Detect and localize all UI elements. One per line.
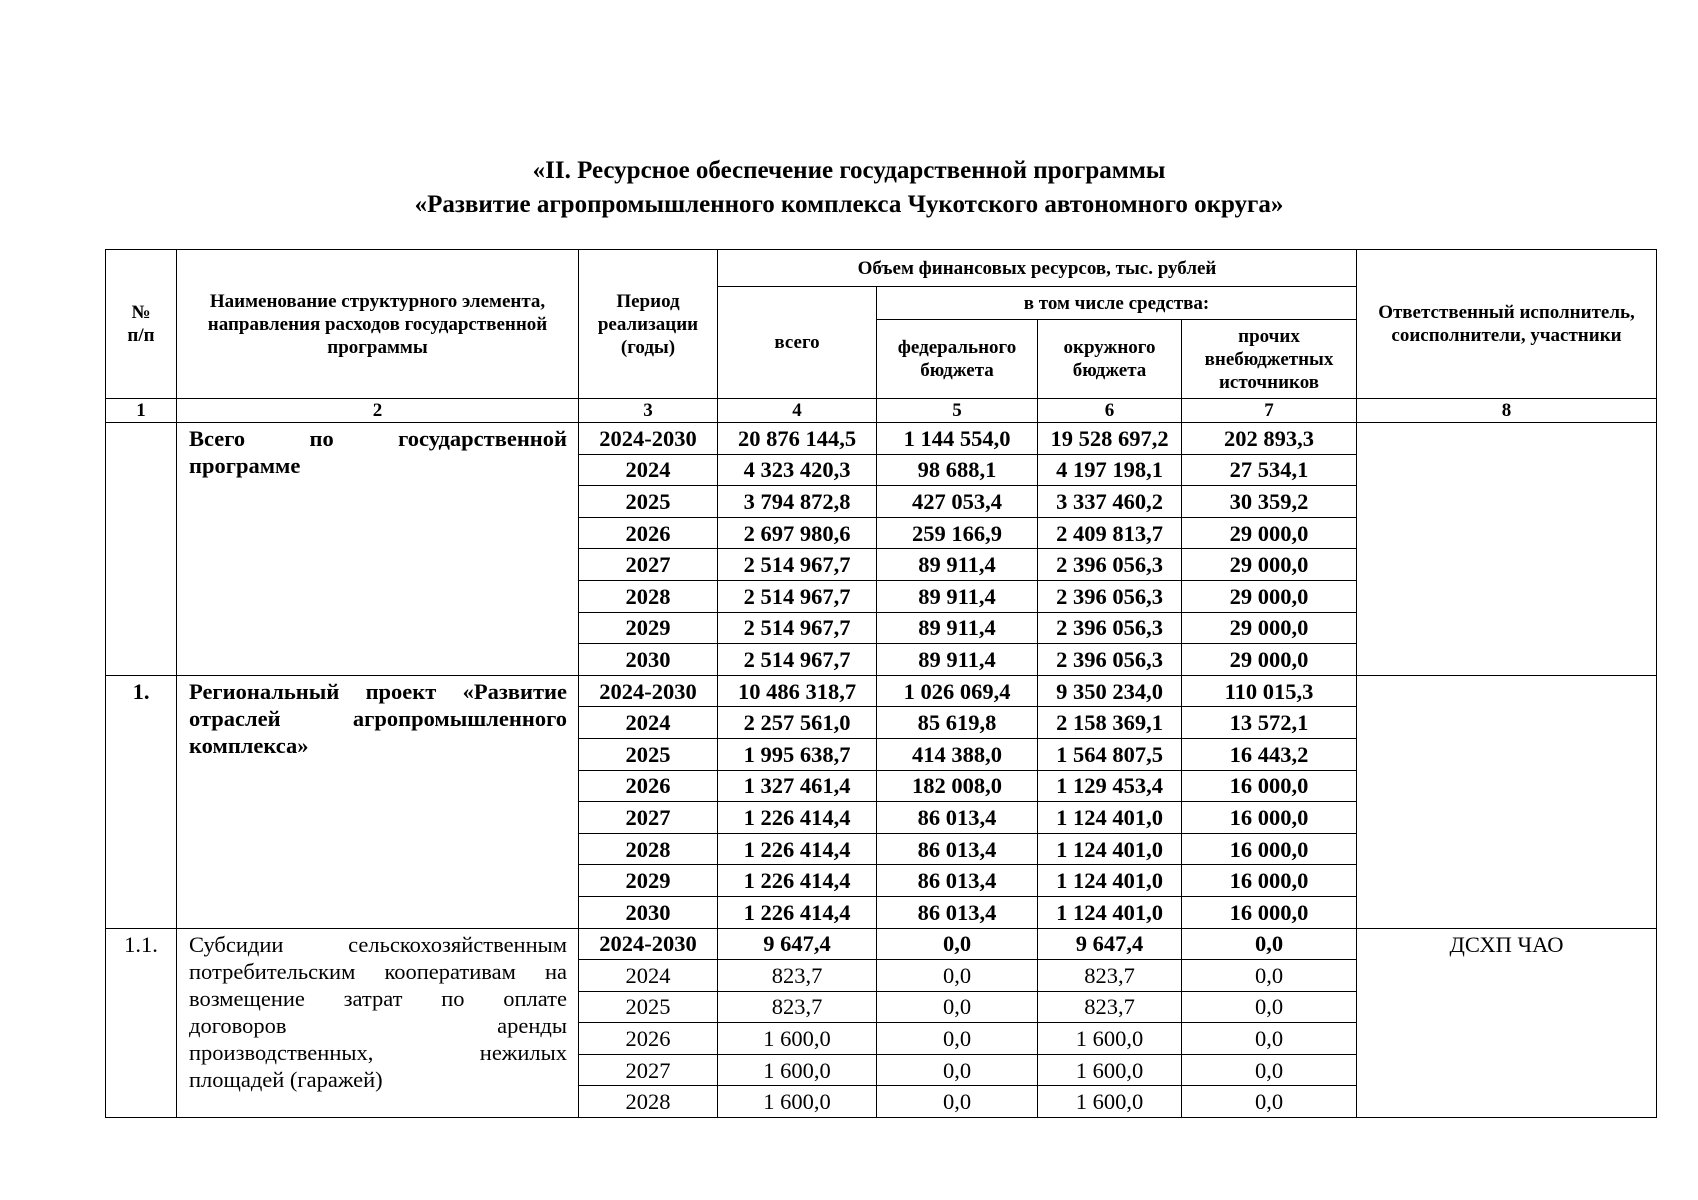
row-number: 1. — [106, 675, 177, 928]
district-cell: 823,7 — [1038, 960, 1182, 992]
other-cell: 29 000,0 — [1182, 517, 1357, 549]
total-cell: 3 794 872,8 — [718, 486, 877, 518]
district-cell: 1 600,0 — [1038, 1086, 1182, 1118]
federal-cell: 1 026 069,4 — [877, 675, 1038, 707]
other-cell: 16 000,0 — [1182, 770, 1357, 802]
other-cell: 110 015,3 — [1182, 675, 1357, 707]
other-cell: 29 000,0 — [1182, 549, 1357, 581]
district-cell: 2 396 056,3 — [1038, 549, 1182, 581]
district-cell: 9 647,4 — [1038, 928, 1182, 960]
period-cell: 2025 — [579, 991, 718, 1023]
district-cell: 2 158 369,1 — [1038, 707, 1182, 739]
district-cell: 1 124 401,0 — [1038, 802, 1182, 834]
district-cell: 1 129 453,4 — [1038, 770, 1182, 802]
table-row — [106, 423, 1657, 455]
other-cell: 29 000,0 — [1182, 612, 1357, 644]
responsible-executor: ДСХП ЧАО — [1357, 928, 1657, 1118]
federal-cell: 89 911,4 — [877, 612, 1038, 644]
federal-cell: 259 166,9 — [877, 517, 1038, 549]
total-cell: 2 514 967,7 — [718, 612, 877, 644]
other-cell: 16 000,0 — [1182, 865, 1357, 897]
district-cell: 2 396 056,3 — [1038, 580, 1182, 612]
district-cell: 2 396 056,3 — [1038, 644, 1182, 676]
name-line: Региональный проект «Развитие — [189, 678, 567, 704]
federal-cell: 86 013,4 — [877, 896, 1038, 928]
total-cell: 20 876 144,5 — [718, 423, 877, 455]
total-cell: 2 514 967,7 — [718, 549, 877, 581]
total-cell: 823,7 — [718, 991, 877, 1023]
period-cell: 2024 — [579, 707, 718, 739]
period-cell: 2024-2030 — [579, 928, 718, 960]
column-number: 4 — [718, 399, 877, 423]
period-cell: 2030 — [579, 896, 718, 928]
name-line: комплекса» — [189, 732, 309, 758]
other-cell: 202 893,3 — [1182, 423, 1357, 455]
district-cell: 9 350 234,0 — [1038, 675, 1182, 707]
column-number: 3 — [579, 399, 718, 423]
row-number — [106, 423, 177, 676]
column-numbers-row — [106, 399, 1657, 423]
total-cell: 1 226 414,4 — [718, 802, 877, 834]
federal-cell: 0,0 — [877, 1054, 1038, 1086]
district-cell: 1 600,0 — [1038, 1023, 1182, 1055]
district-cell: 2 409 813,7 — [1038, 517, 1182, 549]
other-cell: 0,0 — [1182, 1086, 1357, 1118]
total-cell: 1 600,0 — [718, 1054, 877, 1086]
federal-cell: 414 388,0 — [877, 738, 1038, 770]
header-federal: федерального бюджета — [877, 320, 1038, 399]
federal-cell: 1 144 554,0 — [877, 423, 1038, 455]
other-cell: 29 000,0 — [1182, 580, 1357, 612]
document-title-line-1: «II. Ресурсное обеспечение государственной программы — [532, 157, 1166, 184]
name-line: потребительским кооперативам на — [189, 958, 567, 984]
header-district: окружного бюджета — [1038, 320, 1182, 399]
period-cell: 2026 — [579, 770, 718, 802]
period-cell: 2029 — [579, 865, 718, 897]
period-cell: 2025 — [579, 738, 718, 770]
total-cell: 1 226 414,4 — [718, 833, 877, 865]
other-cell: 0,0 — [1182, 1023, 1357, 1055]
name-line: договоров аренды — [189, 1012, 567, 1038]
column-number: 6 — [1038, 399, 1182, 423]
federal-cell: 86 013,4 — [877, 802, 1038, 834]
period-cell: 2024 — [579, 454, 718, 486]
federal-cell: 89 911,4 — [877, 644, 1038, 676]
other-cell: 16 000,0 — [1182, 833, 1357, 865]
row-number: 1.1. — [106, 928, 177, 1118]
period-cell: 2027 — [579, 549, 718, 581]
district-cell: 19 528 697,2 — [1038, 423, 1182, 455]
other-cell: 16 443,2 — [1182, 738, 1357, 770]
header-name: Наименование структурного элемента, направления расходов государственной программы — [177, 250, 579, 399]
district-cell: 1 124 401,0 — [1038, 896, 1182, 928]
federal-cell: 0,0 — [877, 928, 1038, 960]
period-cell: 2024 — [579, 960, 718, 992]
column-number: 1 — [106, 399, 177, 423]
other-cell: 27 534,1 — [1182, 454, 1357, 486]
period-cell: 2026 — [579, 1023, 718, 1055]
total-cell: 10 486 318,7 — [718, 675, 877, 707]
total-cell: 1 327 461,4 — [718, 770, 877, 802]
responsible-executor — [1357, 423, 1657, 676]
header-volume: Объем финансовых ресурсов, тыс. рублей — [718, 250, 1357, 287]
district-cell: 4 197 198,1 — [1038, 454, 1182, 486]
table-row — [106, 928, 1657, 960]
table-row — [106, 675, 1657, 707]
total-cell: 2 514 967,7 — [718, 580, 877, 612]
total-cell: 1 600,0 — [718, 1086, 877, 1118]
name-line: Субсидии сельскохозяйственным — [189, 931, 567, 957]
structural-element-name — [177, 928, 579, 1118]
column-number: 5 — [877, 399, 1038, 423]
period-cell: 2025 — [579, 486, 718, 518]
header-no: № п/п — [106, 250, 177, 399]
structural-element-name — [177, 675, 579, 928]
total-cell: 2 514 967,7 — [718, 644, 877, 676]
other-cell: 29 000,0 — [1182, 644, 1357, 676]
period-cell: 2028 — [579, 580, 718, 612]
total-cell: 2 257 561,0 — [718, 707, 877, 739]
document-title-line-2: «Развитие агропромышленного комплекса Чукотского автономного округа» — [414, 191, 1284, 218]
total-cell: 1 226 414,4 — [718, 896, 877, 928]
name-line: отраслей агропромышленного — [189, 705, 567, 731]
federal-cell: 85 619,8 — [877, 707, 1038, 739]
federal-cell: 0,0 — [877, 1023, 1038, 1055]
other-cell: 0,0 — [1182, 991, 1357, 1023]
period-cell: 2030 — [579, 644, 718, 676]
district-cell: 1 124 401,0 — [1038, 865, 1182, 897]
header-period: Период реализации (годы) — [579, 250, 718, 399]
federal-cell: 0,0 — [877, 991, 1038, 1023]
other-cell: 0,0 — [1182, 1054, 1357, 1086]
other-cell: 0,0 — [1182, 928, 1357, 960]
name-line: Всего по государственной — [189, 426, 567, 451]
header-including: в том числе средства: — [877, 287, 1357, 320]
other-cell: 16 000,0 — [1182, 896, 1357, 928]
total-cell: 1 600,0 — [718, 1023, 877, 1055]
total-cell: 823,7 — [718, 960, 877, 992]
district-cell: 1 600,0 — [1038, 1054, 1182, 1086]
other-cell: 30 359,2 — [1182, 486, 1357, 518]
period-cell: 2024-2030 — [579, 675, 718, 707]
federal-cell: 89 911,4 — [877, 580, 1038, 612]
resource-table — [105, 249, 1657, 1118]
name-line: программе — [189, 453, 301, 478]
district-cell: 2 396 056,3 — [1038, 612, 1182, 644]
other-cell: 0,0 — [1182, 960, 1357, 992]
district-cell: 823,7 — [1038, 991, 1182, 1023]
federal-cell: 427 053,4 — [877, 486, 1038, 518]
name-line: возмещение затрат по оплате — [189, 985, 567, 1011]
other-cell: 13 572,1 — [1182, 707, 1357, 739]
name-line: площадей (гаражей) — [189, 1066, 383, 1092]
federal-cell: 89 911,4 — [877, 549, 1038, 581]
total-cell: 1 995 638,7 — [718, 738, 877, 770]
name-line: производственных, нежилых — [189, 1039, 567, 1065]
period-cell: 2024-2030 — [579, 423, 718, 455]
column-number: 7 — [1182, 399, 1357, 423]
federal-cell: 0,0 — [877, 1086, 1038, 1118]
column-number: 8 — [1357, 399, 1657, 423]
total-cell: 1 226 414,4 — [718, 865, 877, 897]
federal-cell: 98 688,1 — [877, 454, 1038, 486]
other-cell: 16 000,0 — [1182, 802, 1357, 834]
period-cell: 2028 — [579, 1086, 718, 1118]
period-cell: 2029 — [579, 612, 718, 644]
header-total: всего — [718, 287, 877, 399]
structural-element-name — [177, 423, 579, 676]
period-cell: 2028 — [579, 833, 718, 865]
federal-cell: 0,0 — [877, 960, 1038, 992]
total-cell: 2 697 980,6 — [718, 517, 877, 549]
column-number: 2 — [177, 399, 579, 423]
federal-cell: 86 013,4 — [877, 833, 1038, 865]
federal-cell: 182 008,0 — [877, 770, 1038, 802]
header-responsible: Ответственный исполнитель, соисполнители, участники — [1357, 250, 1657, 399]
total-cell: 4 323 420,3 — [718, 454, 877, 486]
total-cell: 9 647,4 — [718, 928, 877, 960]
federal-cell: 86 013,4 — [877, 865, 1038, 897]
header-other: прочих внебюджетных источников — [1182, 320, 1357, 399]
district-cell: 3 337 460,2 — [1038, 486, 1182, 518]
responsible-executor — [1357, 675, 1657, 928]
period-cell: 2027 — [579, 802, 718, 834]
district-cell: 1 124 401,0 — [1038, 833, 1182, 865]
period-cell: 2026 — [579, 517, 718, 549]
period-cell: 2027 — [579, 1054, 718, 1086]
district-cell: 1 564 807,5 — [1038, 738, 1182, 770]
